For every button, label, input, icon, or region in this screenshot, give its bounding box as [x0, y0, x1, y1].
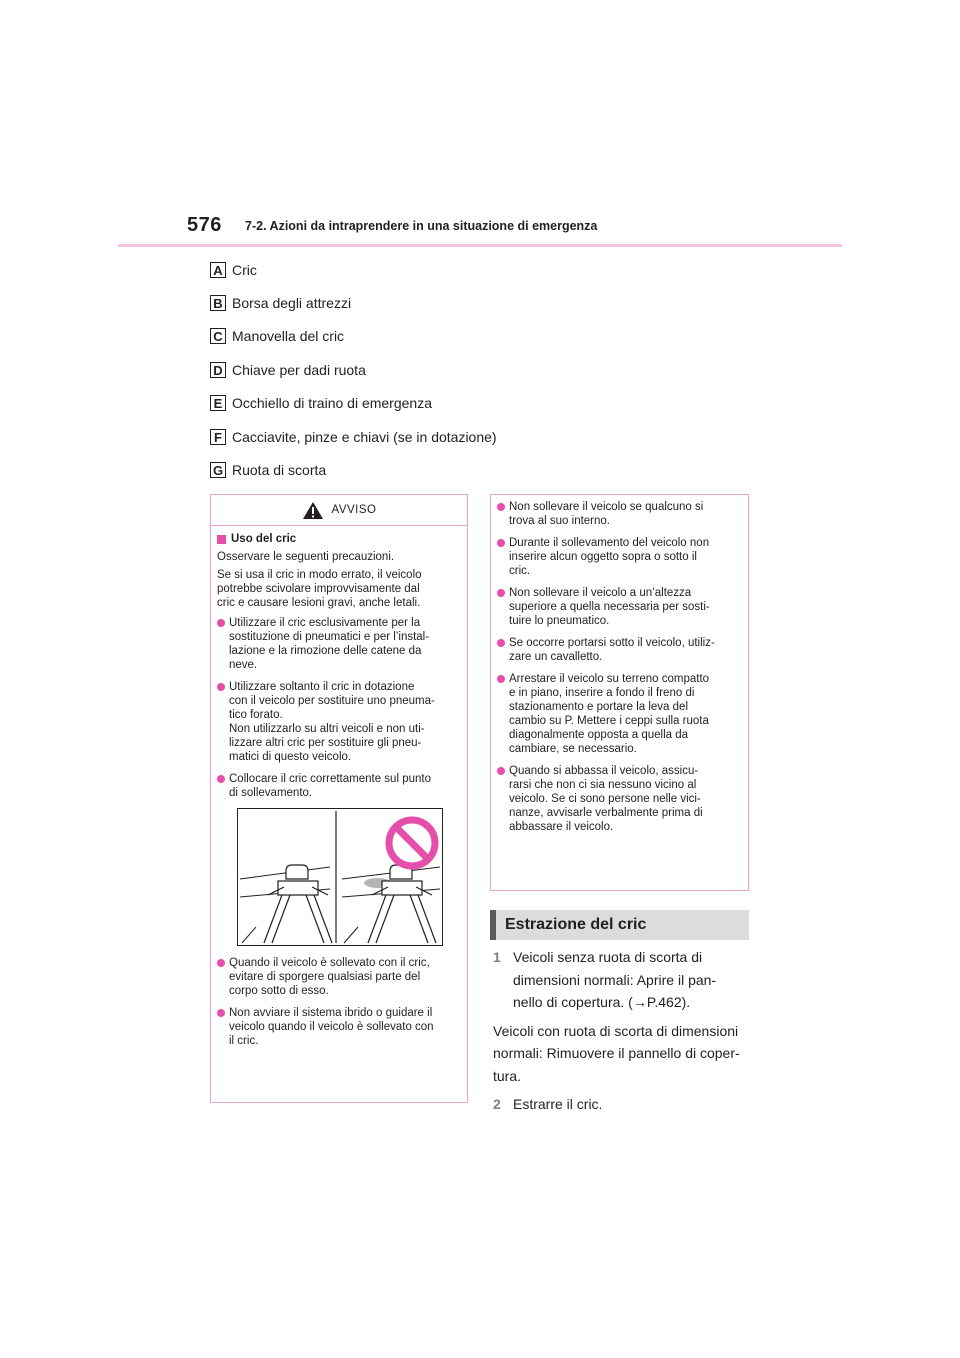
warning-header — [211, 495, 467, 526]
jack-diagram — [238, 809, 442, 945]
legend-text: Occhiello di traino di emergenza — [232, 395, 432, 411]
bullet-dot-icon — [217, 1009, 225, 1017]
legend-item — [210, 293, 351, 313]
legend-item — [210, 460, 326, 480]
warning-bullet: Durante il sollevamento del veicolo non inserire alcun oggetto sopra o sotto il cric. — [497, 536, 742, 578]
warning-intro: Osservare le seguenti precauzioni. — [217, 551, 395, 563]
bullet-dot-icon — [497, 589, 505, 597]
jack-placement-illustration — [237, 808, 443, 946]
warning-triangle-icon — [302, 501, 324, 520]
warning-label: AVVISO — [331, 504, 377, 516]
warning-bullet: Se occorre portarsi sotto il veicolo, utiliz- zare un cavalletto. — [497, 636, 742, 664]
letter-marker: B — [210, 295, 226, 311]
warning-subheading — [217, 532, 461, 546]
warning-box — [210, 494, 468, 1103]
warning-bullet: Non avviare il sistema ibrido o guidare il veicolo quando il veicolo è sollevato con il cric. — [217, 1006, 461, 1048]
bullet-dot-icon — [497, 503, 505, 511]
letter-marker: E — [210, 395, 226, 411]
warning-box-continued — [490, 494, 749, 891]
step-1-note: Veicoli con ruota di scorta di dimensioni normali: Rimuovere il pannello di coper- tura. — [493, 1022, 740, 1084]
letter-marker: A — [210, 262, 226, 278]
legend-item — [210, 260, 257, 280]
step-number: 1 — [493, 949, 501, 965]
step-number: 2 — [493, 1096, 501, 1112]
warning-intro-2: Se si usa il cric in modo errato, il veicolo potrebbe scivolare improvvisamente dal cric e causare lesioni gravi, anche letali. — [217, 569, 422, 609]
legend-item — [210, 427, 497, 447]
prohibited-icon — [389, 820, 435, 866]
step-text: Estrarre il cric. — [513, 1096, 603, 1112]
legend-text: Manovella del cric — [232, 328, 345, 344]
warning-bullet: Utilizzare il cric esclusivamente per la sostituzione di pneumatici e per l’instal- lazione e la rimozione delle catene da neve. — [217, 616, 461, 672]
warning-bullet: Collocare il cric correttamente sul punto di sollevamento. — [217, 772, 461, 800]
header-rule — [118, 244, 842, 247]
square-bullet-icon — [217, 535, 226, 544]
warning-bullet: Non sollevare il veicolo a un’altezza superiore a quella necessaria per sosti- tuire lo pneumatico. — [497, 586, 742, 628]
bullet-dot-icon — [497, 539, 505, 547]
legend-text: Borsa degli attrezzi — [232, 295, 352, 311]
subheading-text: Uso del cric — [231, 533, 297, 545]
warning-bullet: Utilizzare soltanto il cric in dotazione con il veicolo per sostituire uno pneuma- tico forato. Non utilizzarlo su altri veicoli e non uti- lizzare altri cric per sostituire gli pneu- matici di questo veicolo. — [217, 680, 461, 764]
section-title: Estrazione del cric — [505, 916, 647, 933]
warning-bullet: Arrestare il veicolo su terreno compatto e in piano, inserire a fondo il freno di stazionamento e portare la leva del cambio su P. Mettere i ceppi sulla ruota diagonalmente opposta a quella da cambiare, se necessario. — [497, 672, 742, 756]
legend-item — [210, 326, 344, 346]
letter-marker: C — [210, 328, 226, 344]
bullet-dot-icon — [217, 959, 225, 967]
section-heading — [490, 910, 749, 940]
section-accent — [490, 910, 496, 940]
warning-bullet: Non sollevare il veicolo se qualcuno si trova al suo interno. — [497, 500, 742, 528]
page-number: 576 — [187, 214, 222, 236]
legend-text: Ruota di scorta — [232, 462, 327, 478]
letter-marker: D — [210, 362, 226, 378]
legend-text: Cacciavite, pinze e chiavi (se in dotazione) — [232, 429, 497, 445]
bullet-dot-icon — [497, 675, 505, 683]
warning-bullet: Quando il veicolo è sollevato con il cric, evitare di sporgere qualsiasi parte del corpo sotto di esso. — [217, 956, 461, 998]
bullet-dot-icon — [217, 683, 225, 691]
bullet-dot-icon — [497, 767, 505, 775]
chapter-title: 7-2. Azioni da intraprendere in una situazione di emergenza — [245, 219, 598, 233]
legend-item — [210, 393, 432, 413]
bullet-dot-icon — [217, 619, 225, 627]
legend-text: Chiave per dadi ruota — [232, 362, 366, 378]
bullet-dot-icon — [497, 639, 505, 647]
step-2 — [493, 1093, 751, 1116]
warning-bullet: Quando si abbassa il veicolo, assicu- rarsi che non ci sia nessuno vicino al veicolo. Se ci sono persone nelle vici- nanze, avvisarle verbalmente prima di abbassare il veicolo. — [497, 764, 742, 834]
legend-item — [210, 360, 366, 380]
letter-marker: G — [210, 462, 226, 478]
bullet-dot-icon — [217, 775, 225, 783]
steps — [493, 946, 751, 1116]
legend-text: Cric — [232, 262, 257, 278]
step-1: 1 Veicoli senza ruota di scorta di dimensioni normali: Aprire il pan- nello di copertura. (→P.462). — [493, 946, 751, 1014]
letter-marker: F — [210, 429, 226, 445]
